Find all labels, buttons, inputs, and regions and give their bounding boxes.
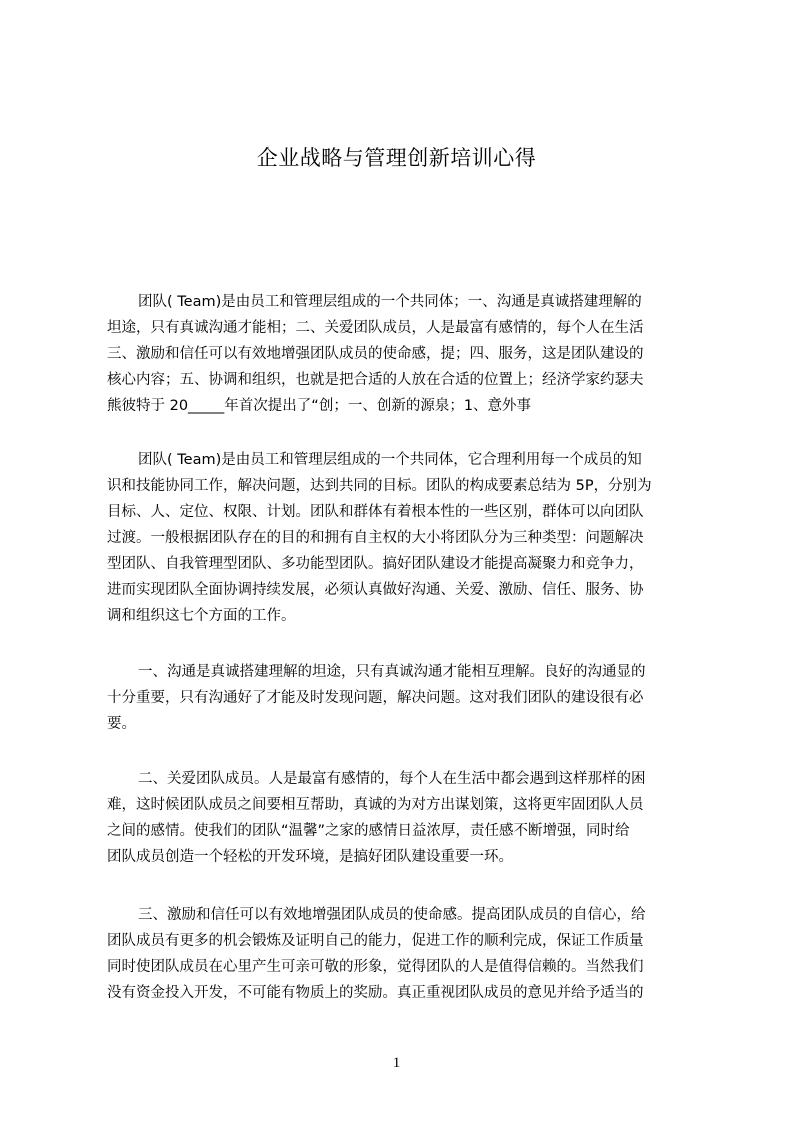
paragraph-line: 调和组织这七个方面的工作。 (107, 608, 296, 624)
paragraph-1 (107, 289, 699, 419)
paragraph-line: 团队( Team)是由员工和管理层组成的一个共同体，它合理利用每一个成员的知 (138, 452, 642, 468)
paragraph-2 (107, 447, 699, 629)
page-number: 1 (392, 1055, 401, 1071)
paragraph-line: 过渡。一般根据团队存在的目的和拥有自主权的大小将团队分为三种类型：问题解决 (107, 530, 644, 546)
document-title: 企业战略与管理创新培训心得 (256, 146, 537, 170)
paragraph-line: 进而实现团队全面协调持续发展，必须认真做好沟通、关爱、激励、信任、服务、协 (107, 582, 644, 598)
paragraph-line: 目标、人、定位、权限、计划。团队和群体有着根本性的一些区别，群体可以向团队 (107, 504, 644, 520)
paragraph-line: 同时使团队成员在心里产生可亲可敬的形象，觉得团队的人是值得信赖的。当然我们 (107, 959, 644, 975)
paragraph-3 (107, 659, 699, 737)
paragraph-line: 难，这时候团队成员之间要相互帮助，真诚的为对方出谋划策，这将更牢固团队人员 (107, 797, 644, 813)
paragraph-line: 团队成员有更多的机会锻炼及证明自己的能力，促进工作的顺利完成，保证工作质量 (107, 933, 644, 949)
paragraph-line: 三、激励和信任可以有效地增强团队成员的使命感。提高团队成员的自信心，给 (138, 907, 646, 923)
paragraph-line: 识和技能协同工作，解决问题，达到共同的目标。团队的构成要素总结为 5P，分别为 (107, 478, 652, 494)
paragraph-line: 坦途，只有真诚沟通才能相；二、关爱团队成员，人是最富有感情的，每个人在生活 (107, 320, 644, 336)
paragraph-line: 型团队、自我管理型团队、多功能型团队。搞好团队建设才能提高凝聚力和竞争力， (107, 556, 644, 572)
paragraph-line: 团队成员创造一个轻松的开发环境，是搞好团队建设重要一环。 (107, 849, 513, 865)
paragraph-line: 一、沟通是真诚搭建理解的坦途，只有真诚沟通才能相互理解。良好的沟通显的 (138, 664, 646, 680)
paragraph-line: 团队( Team)是由员工和管理层组成的一个共同体；一、沟通是真诚搭建理解的 (138, 294, 642, 310)
paragraph-line: 没有资金投入开发，不可能有物质上的奖励。真正重视团队成员的意见并给予适当的 (107, 985, 644, 1001)
paragraph-5 (107, 902, 699, 1006)
paragraph-line: 之间的感情。使我们的团队“温馨”之家的感情日益浓厚，责任感不断增强，同时给 (107, 823, 630, 839)
paragraph-4 (107, 766, 699, 870)
paragraph-line: 三、激励和信任可以有效地增强团队成员的使命感，提；四、服务，这是团队建设的 (107, 346, 644, 362)
paragraph-line: 熊彼特于 20_____年首次提出了“创；一、创新的源泉；1、意外事 (107, 398, 532, 414)
paragraph-line: 二、关爱团队成员。人是最富有感情的，每个人在生活中都会遇到这样那样的困 (138, 771, 646, 787)
paragraph-line: 核心内容；五、协调和组织，也就是把合适的人放在合适的位置上；经济学家约瑟夫 (107, 372, 644, 388)
paragraph-line: 要。 (107, 716, 136, 732)
paragraph-line: 十分重要，只有沟通好了才能及时发现问题，解决问题。这对我们团队的建设很有必 (107, 690, 644, 706)
